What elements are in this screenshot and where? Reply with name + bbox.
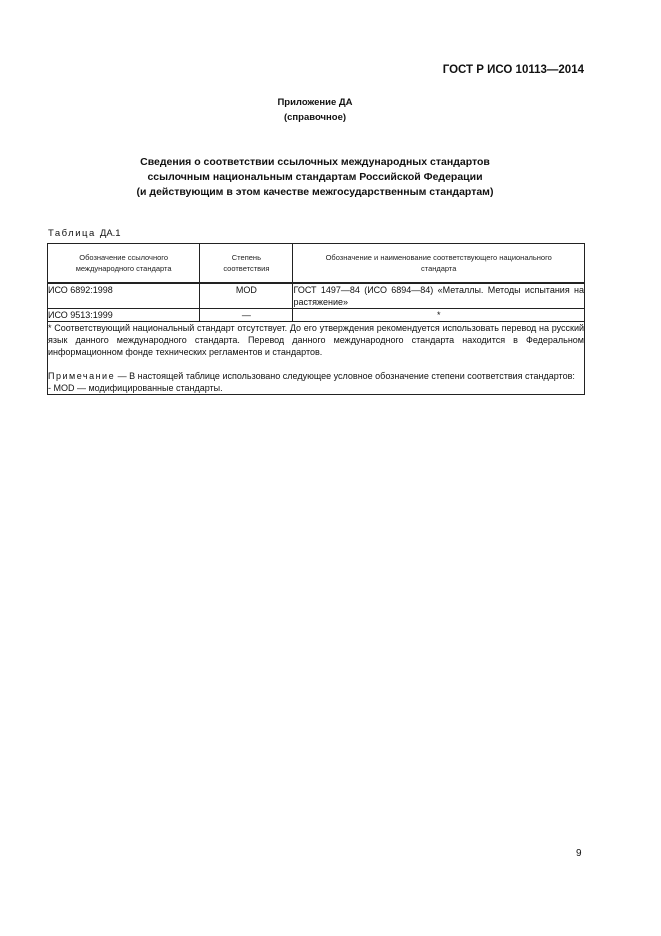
row-2-standard: ИСО 9513:1999 [48, 309, 200, 322]
header-col3-line1: Обозначение и наименование соответствующего национального [325, 253, 552, 262]
table-header-row [48, 244, 585, 284]
section-title [0, 155, 630, 200]
footnote-text: * Соответствующий национальный стандарт отсутствует. До его утверждения рекомендуется использовать перевод на русский язык данного международного стандарта. Перевод данного международного стандарта находится в Федеральном информационном фонде технических регламентов и стандартов. [48, 323, 584, 357]
row-1-standard: ИСО 6892:1998 [48, 283, 200, 309]
table-notes-row [48, 322, 585, 395]
appendix-subtitle: (справочное) [283, 112, 347, 123]
table-row [48, 283, 585, 309]
table-caption-number: ДА.1 [99, 228, 121, 239]
correspondence-table [47, 243, 585, 395]
appendix-heading [0, 95, 630, 125]
document-code: ГОСТ Р ИСО 10113—2014 [442, 64, 584, 76]
table-caption [48, 228, 121, 239]
section-title-line-2: ссылочным национальным стандартам Российской Федерации [147, 171, 483, 183]
appendix-title: Приложение ДА [277, 97, 353, 108]
header-col1-line1: Обозначение ссылочного [79, 253, 169, 262]
page-number: 9 [576, 848, 582, 859]
row-1-degree: MOD [200, 283, 293, 309]
header-col2-line2: соответствия [223, 264, 270, 273]
header-international-standard [48, 244, 200, 284]
section-title-line-3: (и действующим в этом качестве межгосударственным стандартам) [136, 186, 494, 198]
note-paragraph [48, 370, 584, 382]
note-text: — В настоящей таблице использовано следующее условное обозначение степени соответствия стандартов: [117, 371, 575, 381]
note-label: Примечание [48, 371, 116, 381]
row-2-national: * [293, 309, 585, 322]
table-caption-word: Таблица [48, 228, 96, 239]
header-col2-line1: Степень [231, 253, 261, 262]
row-2-degree: — [200, 309, 293, 322]
header-col3-line2: стандарта [420, 264, 457, 273]
header-national-standard [293, 244, 585, 284]
section-title-line-1: Сведения о соответствии ссылочных международных стандартов [140, 156, 490, 168]
table-notes [48, 322, 585, 395]
table-row [48, 309, 585, 322]
header-degree [200, 244, 293, 284]
row-1-national: ГОСТ 1497—84 (ИСО 6894—84) «Металлы. Методы испытания на растяжение» [293, 285, 584, 307]
note-item: - MOD — модифицированные стандарты. [48, 383, 223, 393]
header-col1-line2: международного стандарта [75, 264, 172, 273]
